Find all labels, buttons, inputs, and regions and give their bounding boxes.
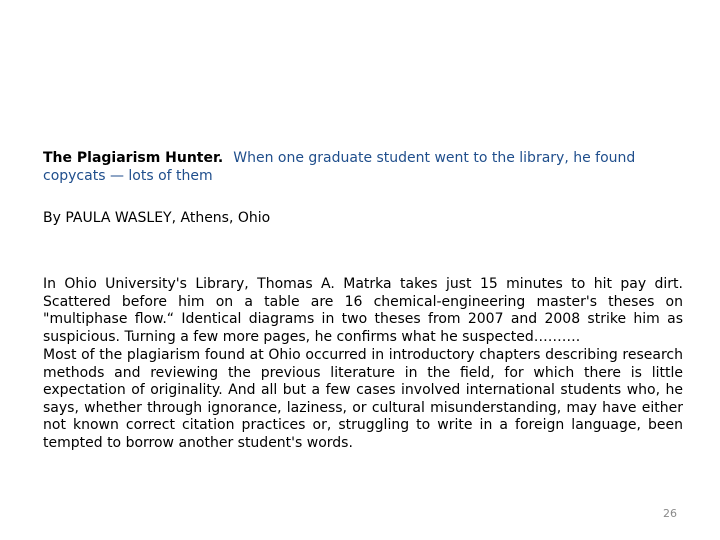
article-byline: By PAULA WASLEY, Athens, Ohio bbox=[43, 210, 271, 226]
article-headline bbox=[43, 150, 683, 185]
article-paragraph: In Ohio University's Library, Thomas A. Matrka takes just 15 minutes to hit pay dirt. Scattered before him on a table are 16 chemical-engineering master's theses on "multiphase flow.“ Identical diagrams in two theses from 2007 and 2008 strike him as suspicious. Turning a few more pages, he confirms what he suspected………. bbox=[43, 276, 683, 345]
article-paragraph: Most of the plagiarism found at Ohio occurred in introductory chapters describing research methods and reviewing the previous literature in the field, for which there is little expectation of originality. And all but a few cases involved international students who, he says, whether through ignorance, laziness, or cultural misunderstanding, may have either not known correct citation practices or, struggling to write in a foreign language, been tempted to borrow another student's words. bbox=[43, 347, 683, 451]
page-number: 26 bbox=[663, 507, 677, 520]
article-subtitle: When one graduate student went to the library, he found bbox=[233, 150, 636, 166]
article-title: The Plagiarism Hunter. bbox=[43, 150, 224, 166]
article-subtitle-continuation: copycats — lots of them bbox=[43, 167, 213, 184]
article-content bbox=[43, 150, 683, 451]
article-body bbox=[43, 276, 683, 452]
